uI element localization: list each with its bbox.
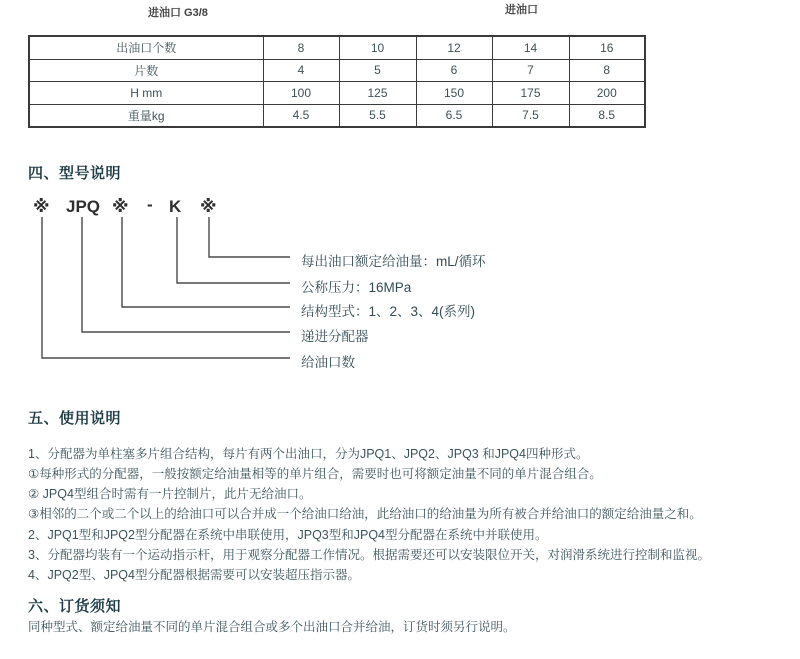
section-heading-model: 四、型号说明 bbox=[28, 165, 122, 182]
callout-structure-type: 结构型式：1、2、3、4(系列) bbox=[301, 304, 476, 319]
model-code-part-2: ※ bbox=[112, 197, 129, 216]
callout-nominal-pressure: 公称压力：16MPa bbox=[301, 280, 412, 295]
section-heading-usage: 五、使用说明 bbox=[28, 410, 122, 427]
order-note-line: 同种型式、额定给油量不同的单片混合组合或多个出油口合并给油，订货时须另行说明。 bbox=[28, 620, 516, 634]
cell: 175 bbox=[492, 82, 569, 105]
table-row bbox=[29, 82, 645, 105]
usage-line-3: ② JPQ4型组合时需有一片控制片，此片无给油口。 bbox=[28, 487, 312, 501]
row-header-height: H mm bbox=[29, 82, 263, 105]
usage-line-4: ③相邻的二个或二个以上的给油口可以合并成一个给油口给油，此给油口的给油量为所有被合并给油口的额定给油量之和。 bbox=[28, 507, 702, 521]
cell: 5.5 bbox=[339, 104, 416, 127]
cell: 6.5 bbox=[416, 104, 492, 127]
cell: 12 bbox=[416, 36, 492, 59]
model-code-part-5: ※ bbox=[200, 197, 217, 216]
model-code-part-k: K bbox=[169, 197, 182, 216]
usage-line-2: ①每种形式的分配器，一般按额定给油量相等的单片组合，需要时也可将额定油量不同的单片混合组合。 bbox=[28, 467, 602, 481]
usage-line-6: 3、分配器均装有一个运动指示杆，用于观察分配器工作情况。根据需要还可以安装限位开关，对润滑系统进行控制和监视。 bbox=[28, 548, 710, 562]
cell: 5 bbox=[339, 59, 416, 82]
section-heading-order: 六、订货须知 bbox=[28, 598, 122, 615]
cell: 125 bbox=[339, 82, 416, 105]
cell: 14 bbox=[492, 36, 569, 59]
cell: 8 bbox=[569, 59, 645, 82]
table-row bbox=[29, 104, 645, 127]
usage-line-5: 2、JPQ1型和JPQ2型分配器在系统中串联使用，JPQ3型和JPQ4型分配器在系统中并联使用。 bbox=[28, 528, 548, 542]
cell: 7 bbox=[492, 59, 569, 82]
cell: 100 bbox=[263, 82, 339, 105]
cell: 8.5 bbox=[569, 104, 645, 127]
usage-line-1: 1、分配器为单柱塞多片组合结构，每片有两个出油口，分为JPQ1、JPQ2、JPQ3 和JPQ4四种形式。 bbox=[28, 447, 589, 461]
cell: 150 bbox=[416, 82, 492, 105]
cell: 16 bbox=[569, 36, 645, 59]
model-code-part-0: ※ bbox=[33, 197, 50, 216]
callout-progressive-distributor: 递进分配器 bbox=[301, 329, 369, 344]
cell: 6 bbox=[416, 59, 492, 82]
row-header-pieces: 片数 bbox=[29, 59, 263, 82]
inlet-port-right-label: 进油口 bbox=[505, 4, 538, 16]
row-header-outlets: 出油口个数 bbox=[29, 36, 263, 59]
cell: 4.5 bbox=[263, 104, 339, 127]
model-code-part-jpq: JPQ bbox=[66, 197, 101, 216]
callout-oil-port-count: 给油口数 bbox=[301, 355, 355, 370]
model-code-part-dash: - bbox=[147, 195, 153, 214]
cell: 7.5 bbox=[492, 104, 569, 127]
callout-rated-oil-volume: 每出油口额定给油量：mL/循环 bbox=[301, 254, 486, 269]
table-row bbox=[29, 59, 645, 82]
table-row bbox=[29, 36, 645, 59]
cell: 8 bbox=[263, 36, 339, 59]
cell: 4 bbox=[263, 59, 339, 82]
cell: 200 bbox=[569, 82, 645, 105]
cell: 10 bbox=[339, 36, 416, 59]
spec-table bbox=[28, 35, 646, 128]
row-header-weight: 重量kg bbox=[29, 104, 263, 127]
usage-line-7: 4、JPQ2型、JPQ4型分配器根据需要可以安装超压指示器。 bbox=[28, 568, 360, 582]
inlet-port-left-label: 进油口 G3/8 bbox=[148, 7, 208, 19]
